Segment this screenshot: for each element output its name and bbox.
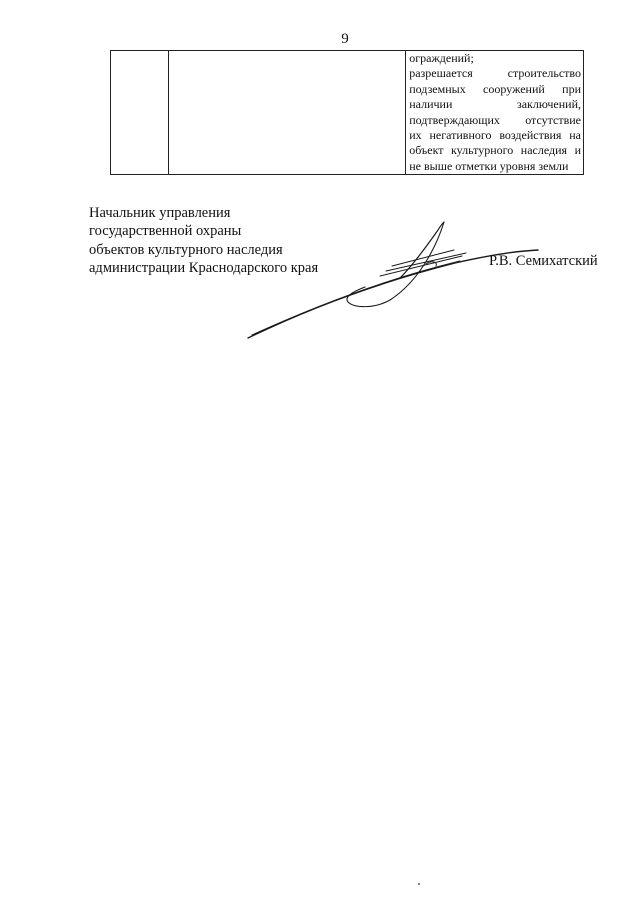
- table-row: [111, 51, 584, 175]
- signer-position-line: объектов культурного наследия: [89, 241, 283, 258]
- requirements-line: подземных сооружений при: [409, 81, 581, 96]
- signer-position-line: администрации Краснодарского края: [89, 260, 319, 277]
- page-number: 9: [341, 31, 349, 47]
- handwritten-signature: [240, 220, 540, 345]
- requirements-line: не выше отметки уровня земли: [409, 158, 569, 173]
- requirements-text: [406, 51, 583, 174]
- signer-name: Р.В. Семихатский: [489, 253, 598, 269]
- signer-position-line: государственной охраны: [89, 223, 242, 240]
- requirements-line: подтверждающих отсутствие: [409, 112, 581, 127]
- signer-position-line: Начальник управления: [89, 205, 231, 221]
- requirements-line: разрешается строительство: [409, 66, 581, 81]
- table-cell-requirements: [406, 51, 584, 175]
- table-cell-number: [111, 51, 169, 175]
- scan-speck: [418, 883, 420, 885]
- continuation-table: [110, 50, 584, 175]
- requirements-line: наличии заключений,: [409, 97, 581, 112]
- requirements-line: объект культурного наследия и: [409, 143, 581, 158]
- requirements-line: их негативного воздействия на: [409, 128, 581, 143]
- table-cell-description: [169, 51, 406, 175]
- requirements-line: ограждений;: [409, 51, 474, 65]
